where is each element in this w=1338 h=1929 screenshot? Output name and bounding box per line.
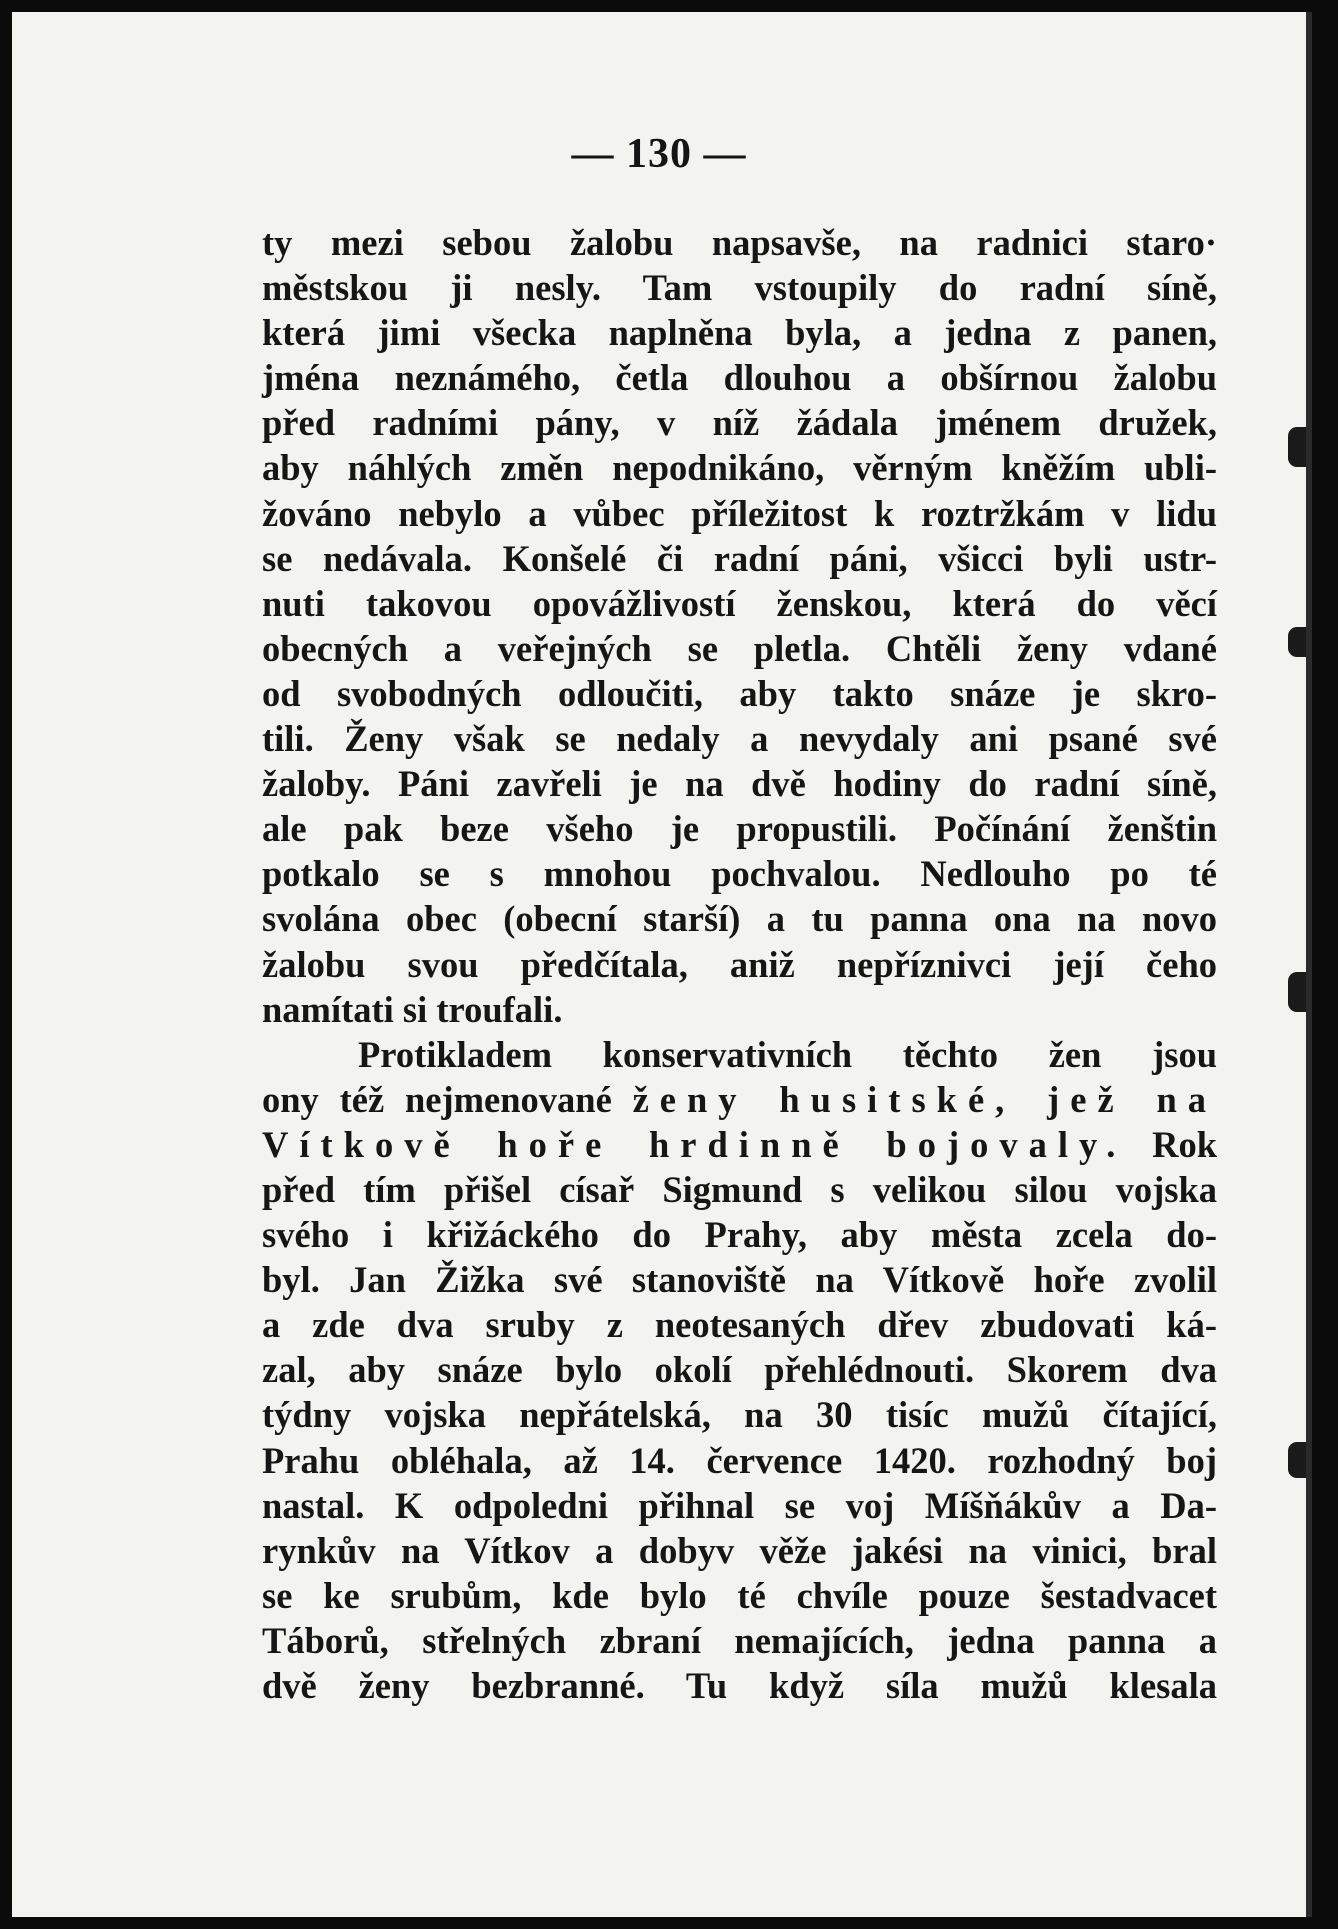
text-line: dvě ženy bezbranné. Tu když síla mužů klesala [262, 1665, 1217, 1706]
text-line: tili. Ženy však se nedaly a nevydaly ani psané své [262, 718, 1217, 760]
text-line: jména neznámého, četla dlouhou a obšírnou žalobu [262, 357, 1217, 399]
text-line: týdny vojska nepřátelská, na 30 tisíc mužů čítající, [262, 1394, 1217, 1436]
paragraph-2 [262, 1032, 1217, 1708]
text-line: nastal. K odpoledni přihnal se voj Míšňákův a Da- [262, 1484, 1217, 1526]
text-line: zal, aby snáze bylo okolí přehlédnouti. Skorem dva [262, 1349, 1217, 1391]
text-line: ale pak beze všeho je propustili. Počínání ženštin [262, 808, 1217, 850]
text-line: rynkův na Vítkov a dobyv věže jakési na vinici, bral [262, 1529, 1217, 1571]
text-line [262, 1077, 1217, 1122]
binding-mark [1288, 427, 1306, 467]
text-line: Táborů, střelných zbraní nemajících, jedna panna a [262, 1619, 1217, 1661]
page-number: — 130 — [571, 131, 747, 177]
text-line: aby náhlých změn nepodnikáno, věrným kněžím ubli- [262, 447, 1217, 489]
body-text [262, 220, 1217, 1708]
text-line: žaloby. Páni zavřeli je na dvě hodiny do radní síně, [262, 763, 1217, 805]
text-line: nuti takovou opovážlivostí ženskou, která do věcí [262, 582, 1217, 624]
book-page [12, 12, 1312, 1917]
text-line: před tím přišel císař Sigmund s velikou silou vojska [262, 1168, 1217, 1210]
text-segment: ony též nejmenované [262, 1078, 633, 1120]
text-line: potkalo se s mnohou pochvalou. Nedlouho po té [262, 853, 1217, 895]
text-line: Protikladem konservativních těchto žen jsou [358, 1033, 1217, 1075]
emphasized-text: ženy husitské, jež na [632, 1078, 1217, 1120]
text-line: obecných a veřejných se pletla. Chtěli ženy vdané [262, 627, 1217, 669]
text-line: městskou ji nesly. Tam vstoupily do radní síně, [262, 267, 1217, 309]
text-line: namítati si troufali. [262, 988, 563, 1030]
text-line: se ke srubům, kde bylo té chvíle pouze šestadvacet [262, 1574, 1217, 1616]
binding-mark [1288, 1442, 1306, 1478]
text-segment: Rok [1126, 1123, 1217, 1165]
text-line: žalobu svou předčítala, aniž nepříznivci její čeho [262, 943, 1217, 985]
text-line [262, 1122, 1217, 1167]
text-line: žováno nebylo a vůbec příležitost k roztržkám v lidu [262, 492, 1217, 534]
text-line: od svobodných odloučiti, aby takto snáze je skro- [262, 672, 1217, 714]
emphasized-text: Vítkově hoře hrdinně bojovaly. [262, 1123, 1127, 1165]
paragraph-1 [262, 220, 1217, 1032]
text-line: svého i křižáckého do Prahy, aby města zcela do- [262, 1214, 1217, 1256]
text-line: svolána obec (obecní starší) a tu panna ona na novo [262, 898, 1217, 940]
text-line: ty mezi sebou žalobu napsavše, na radnici staro· [262, 222, 1217, 263]
text-line: která jimi všecka naplněna byla, a jedna z panen, [262, 312, 1217, 354]
binding-mark [1288, 972, 1306, 1012]
text-line: Prahu obléhala, až 14. července 1420. rozhodný boj [262, 1439, 1217, 1481]
text-line: se nedávala. Konšelé či radní páni, všicci byli ustr- [262, 537, 1217, 579]
text-line: a zde dva sruby z neotesaných dřev zbudovati ká- [262, 1304, 1217, 1346]
text-line: před radními pány, v níž žádala jménem družek, [262, 402, 1217, 444]
text-line: byl. Jan Žižka své stanoviště na Vítkově hoře zvolil [262, 1259, 1217, 1301]
binding-mark [1288, 627, 1306, 657]
